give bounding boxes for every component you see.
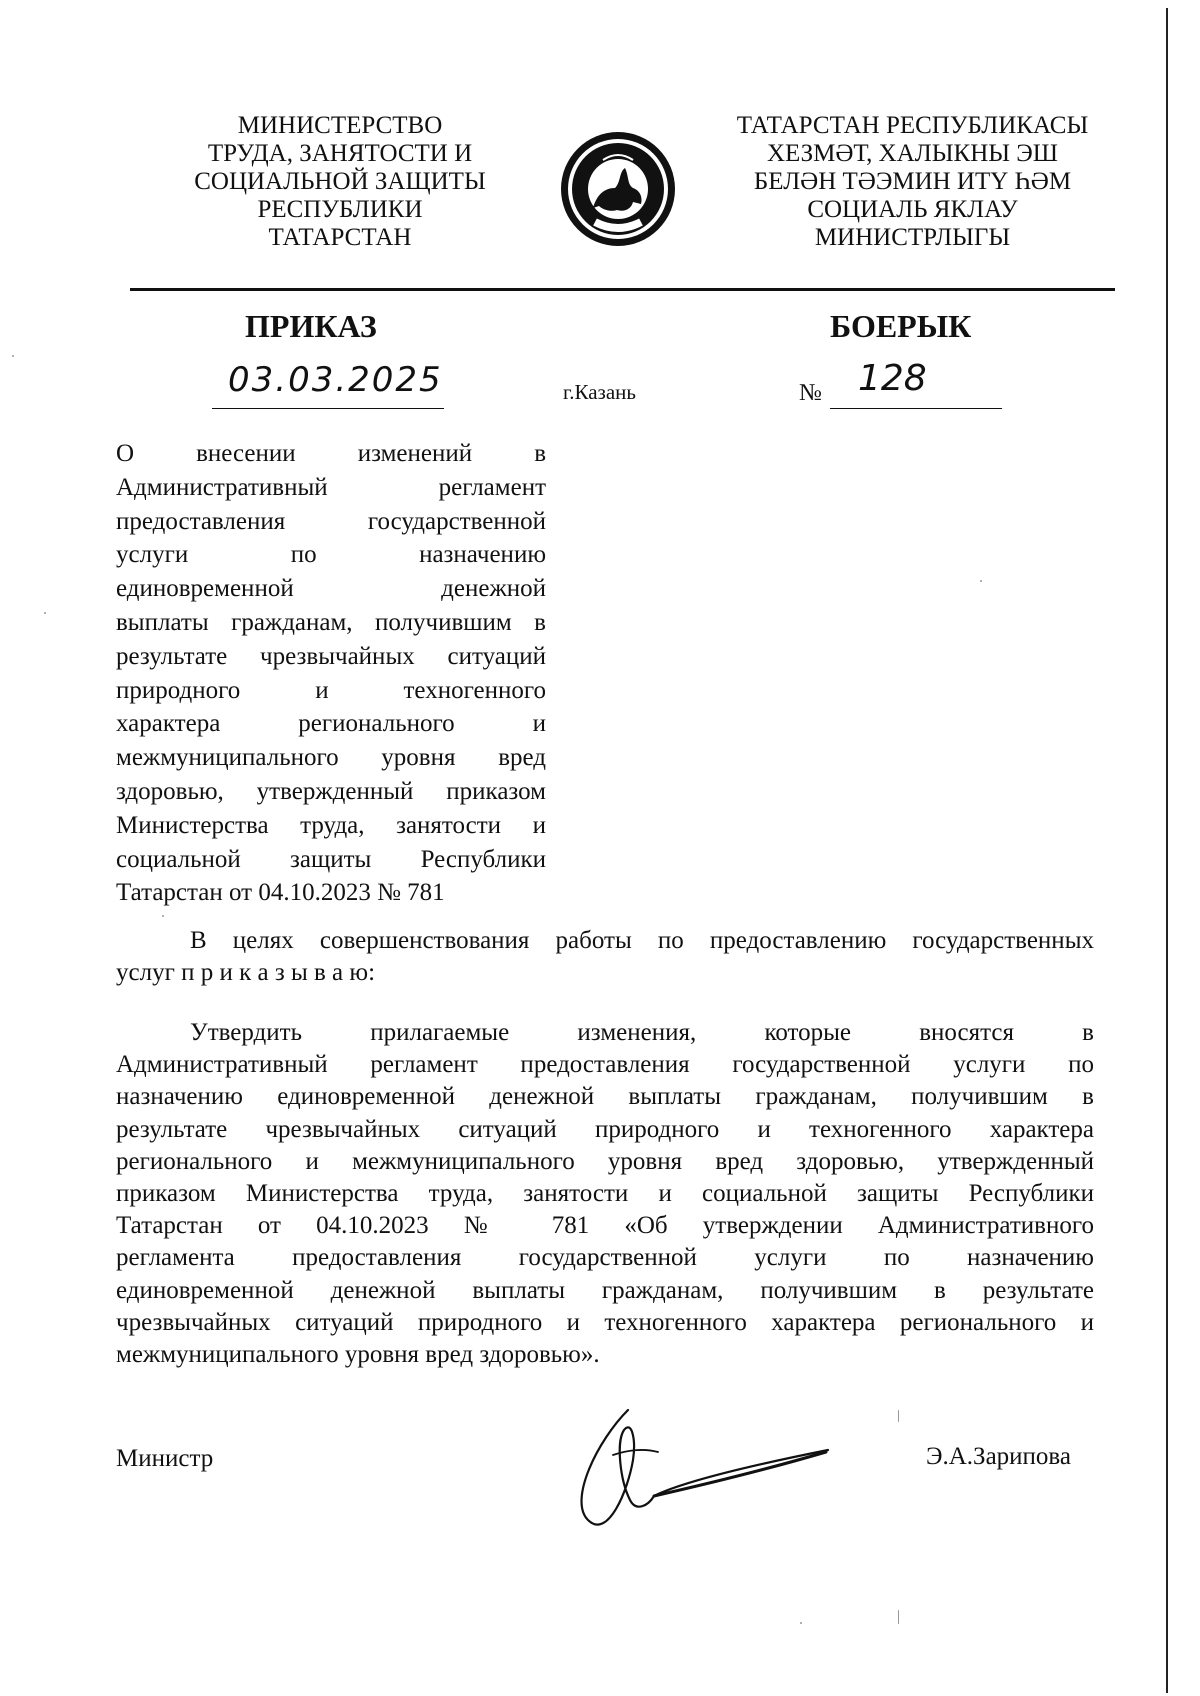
order-date: 03.03.2025 bbox=[228, 360, 443, 400]
document-kind-tatar: БОЕРЫК bbox=[830, 308, 972, 344]
ministry-name-line: ХЕЗМӘТ, ХАЛЫКНЫ ЭШ bbox=[766, 140, 1059, 167]
subject-line: характера регионального и bbox=[116, 710, 546, 738]
ministry-name-line: ТРУДА, ЗАНЯТОСТИ И bbox=[207, 140, 473, 167]
subject-line: социальной защиты Республики bbox=[116, 845, 546, 873]
date-underline bbox=[212, 408, 444, 409]
paragraph-line: назначению единовременной денежной выплаты гражданам, получившим в bbox=[116, 1083, 1094, 1111]
signatory-name: Э.А.Зарипова bbox=[926, 1443, 1072, 1470]
ministry-name-russian bbox=[120, 112, 560, 252]
scan-speck bbox=[898, 1610, 899, 1624]
subject-line: Административный регламент bbox=[116, 473, 546, 501]
number-underline bbox=[830, 408, 1002, 409]
ministry-name-line: РЕСПУБЛИКИ bbox=[257, 196, 423, 223]
scan-speck bbox=[898, 1410, 899, 1422]
paragraph-line: межмуниципального уровня вред здоровью». bbox=[116, 1340, 600, 1368]
subject-line: природного и техногенного bbox=[116, 676, 546, 704]
paragraph-line: Татарстан от 04.10.2023 № 781 «Об утверждении Административного bbox=[116, 1212, 1094, 1240]
subject-line: предоставления государственной bbox=[116, 507, 546, 535]
order-city: г.Казань bbox=[563, 380, 636, 404]
subject-line: Татарстан от 04.10.2023 № 781 bbox=[116, 879, 445, 907]
scan-speck bbox=[162, 915, 164, 917]
preamble-paragraph bbox=[116, 925, 1094, 989]
scan-speck bbox=[44, 612, 46, 614]
paragraph-line: Административный регламент предоставления государственной услуги по bbox=[116, 1051, 1094, 1079]
subject-line: Министерства труда, занятости и bbox=[116, 811, 546, 839]
order-number: 128 bbox=[858, 358, 927, 399]
subject-line: выплаты гражданам, получившим в bbox=[116, 608, 546, 636]
subject-line: здоровью, утвержденный приказом bbox=[116, 777, 546, 805]
paragraph-line: регламента предоставления государственной услуги по назначению bbox=[116, 1244, 1094, 1272]
subject-line: результате чрезвычайных ситуаций bbox=[116, 642, 546, 670]
ministry-name-line: БЕЛӘН ТӘЭМИН ИТҮ ҺӘМ bbox=[753, 168, 1072, 195]
subject-line: О внесении изменений в bbox=[116, 440, 546, 467]
paragraph-line: услуг п р и к а з ы в а ю: bbox=[116, 959, 376, 987]
ministry-name-line: ТАТАРСТАН РЕСПУБЛИКАСЫ bbox=[736, 112, 1089, 139]
subject-line: услуги по назначению bbox=[116, 541, 546, 569]
paragraph-line: чрезвычайных ситуаций природного и техногенного характера регионального и bbox=[116, 1308, 1094, 1336]
paragraph-line: регионального и межмуниципального уровня вред здоровью, утвержденный bbox=[116, 1147, 1094, 1175]
page-edge-line bbox=[1166, 8, 1168, 1693]
signatory-title: Министр bbox=[116, 1445, 214, 1472]
paragraph-line: Утвердить прилагаемые изменения, которые вносятся в bbox=[190, 1019, 1094, 1046]
paragraph-line: результате чрезвычайных ситуаций природного и техногенного характера bbox=[116, 1115, 1094, 1143]
subject-line: единовременной денежной bbox=[116, 575, 546, 603]
ministry-name-line: МИНИСТРЛЫГЫ bbox=[814, 224, 1011, 251]
ministry-name-tatar bbox=[690, 112, 1135, 252]
scan-speck bbox=[800, 1622, 802, 1624]
scan-speck bbox=[980, 580, 982, 582]
header-divider bbox=[130, 288, 1115, 291]
ministry-name-line: МИНИСТЕРСТВО bbox=[237, 112, 443, 139]
document-kind-russian: ПРИКАЗ bbox=[245, 308, 377, 344]
paragraph-line: единовременной денежной выплаты гражданам, получившим в результате bbox=[116, 1276, 1094, 1304]
subject-line: межмуниципального уровня вред bbox=[116, 744, 546, 772]
number-sign: № bbox=[799, 380, 822, 406]
handwritten-signature bbox=[558, 1400, 848, 1550]
tatarstan-emblem-icon bbox=[559, 130, 677, 248]
order-text-paragraph bbox=[116, 1017, 1094, 1371]
ministry-name-line: СОЦИАЛЬ ЯКЛАУ bbox=[807, 196, 1018, 223]
ministry-name-line: СОЦИАЛЬНОЙ ЗАЩИТЫ bbox=[194, 168, 486, 195]
paragraph-line: приказом Министерства труда, занятости и социальной защиты Республики bbox=[116, 1179, 1094, 1207]
scan-speck bbox=[12, 355, 14, 357]
ministry-name-line: ТАТАРСТАН bbox=[268, 224, 412, 251]
paragraph-line: В целях совершенствования работы по предоставлению государственных bbox=[190, 927, 1094, 954]
order-subject bbox=[116, 437, 546, 910]
